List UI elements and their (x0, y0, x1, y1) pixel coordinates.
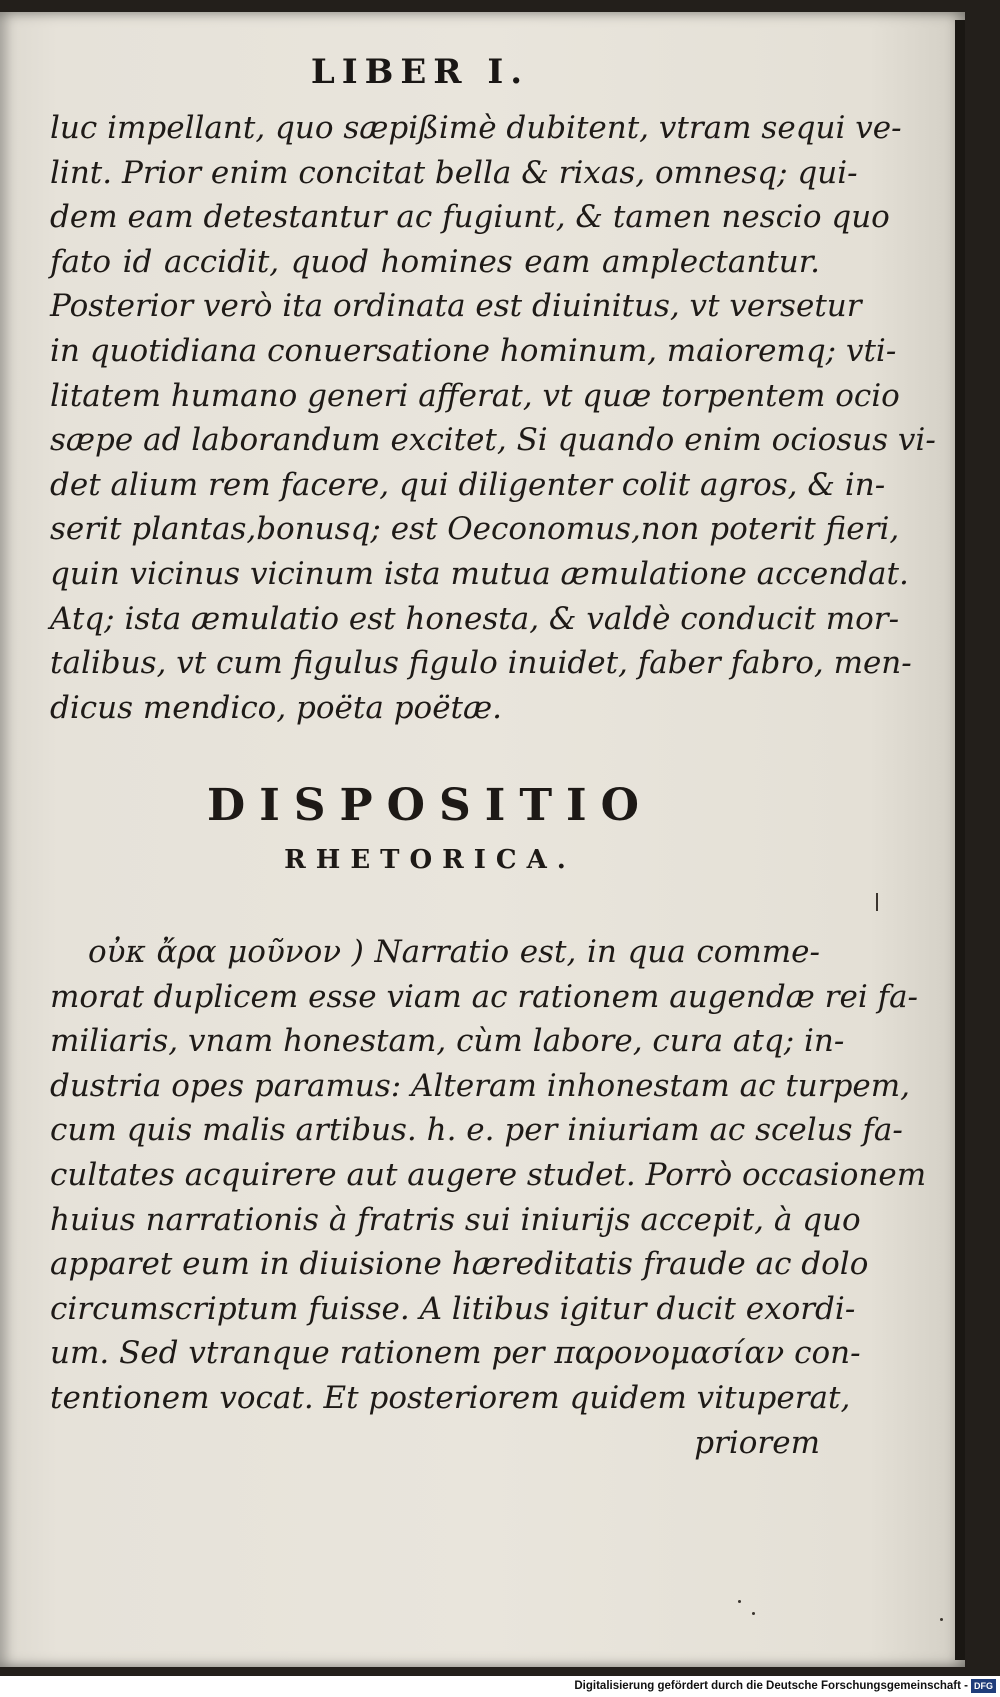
text-line: fato id accidit, quod homines eam amplectantur. (50, 243, 820, 280)
text-line: cum quis malis artibus. h. e. per iniuriam ac scelus fa- (50, 1112, 903, 1149)
ink-mark (876, 893, 878, 911)
text-line: det alium rem facere, qui diligenter colit agros, & in- (50, 466, 886, 503)
section-subheading: RHETORICA. (284, 845, 576, 875)
ink-speck (752, 1612, 755, 1615)
catchword: priorem (694, 1424, 820, 1461)
page-edge (955, 20, 965, 1660)
text-line: οὐκ ἄρα μοῦνον ) Narratio est, in qua comme- (88, 934, 820, 970)
text-line: circumscriptum fuisse. A litibus igitur ducit exordi- (50, 1290, 856, 1327)
text-line: in quotidiana conuersatione hominum, maioremq; vti- (50, 332, 897, 369)
text-line: cultates acquirere aut augere studet. Porrò occasionem (50, 1156, 927, 1193)
text-line: Posterior verò ita ordinata est diuinitus, vt versetur (50, 288, 862, 325)
paragraph-1 (50, 106, 936, 730)
text-line: miliaris, vnam honestam, cùm labore, cura atq; in- (50, 1023, 845, 1060)
ink-speck (738, 1600, 741, 1603)
dfg-logo: DFG (971, 1679, 996, 1693)
text-line: talibus, vt cum figulus figulo inuidet, faber fabro, men- (50, 645, 912, 682)
text-line: morat duplicem esse viam ac rationem augendæ rei fa- (50, 978, 919, 1015)
text-line: Atq; ista æmulatio est honesta, & valdè conducit mor- (50, 600, 900, 637)
text-line: tentionem vocat. Et posteriorem quidem vituperat, (50, 1379, 851, 1416)
text-line: huius narrationis à fratris sui iniurijs accepit, à quo (50, 1201, 861, 1238)
text-line: dem eam detestantur ac fugiunt, & tamen nescio quo (50, 199, 890, 236)
text-line: luc impellant, quo sæpißimè dubitent, vtram sequi ve- (50, 110, 902, 146)
text-line: lint. Prior enim concitat bella & rixas, omnesq; qui- (50, 154, 858, 191)
text-line: dustria opes paramus: Alteram inhonestam ac turpem, (50, 1067, 911, 1104)
text-line: apparet eum in diuisione hæreditatis fraude ac dolo (50, 1246, 869, 1283)
footer-credit: Digitalisierung gefördert durch die Deutsche Forschungsgemeinschaft - (574, 1680, 968, 1692)
section-heading: DISPOSITIO (207, 780, 653, 831)
running-head: LIBER I. (310, 52, 530, 92)
text-line: litatem humano generi afferat, vt quæ torpentem ocio (50, 377, 900, 414)
ink-speck (940, 1618, 943, 1621)
text-line: serit plantas,bonusq; est Oeconomus,non poterit fieri, (50, 511, 900, 548)
paragraph-2 (50, 930, 927, 1465)
text-line: dicus mendico, poëta poëtæ. (50, 689, 502, 726)
text-line: sæpe ad laborandum excitet, Si quando enim ociosus vi- (50, 422, 936, 459)
text-line: quin vicinus vicinum ista mutua æmulatione accendat. (50, 555, 909, 592)
text-line: um. Sed vtranque rationem per παρονομασίαν con- (50, 1335, 861, 1372)
